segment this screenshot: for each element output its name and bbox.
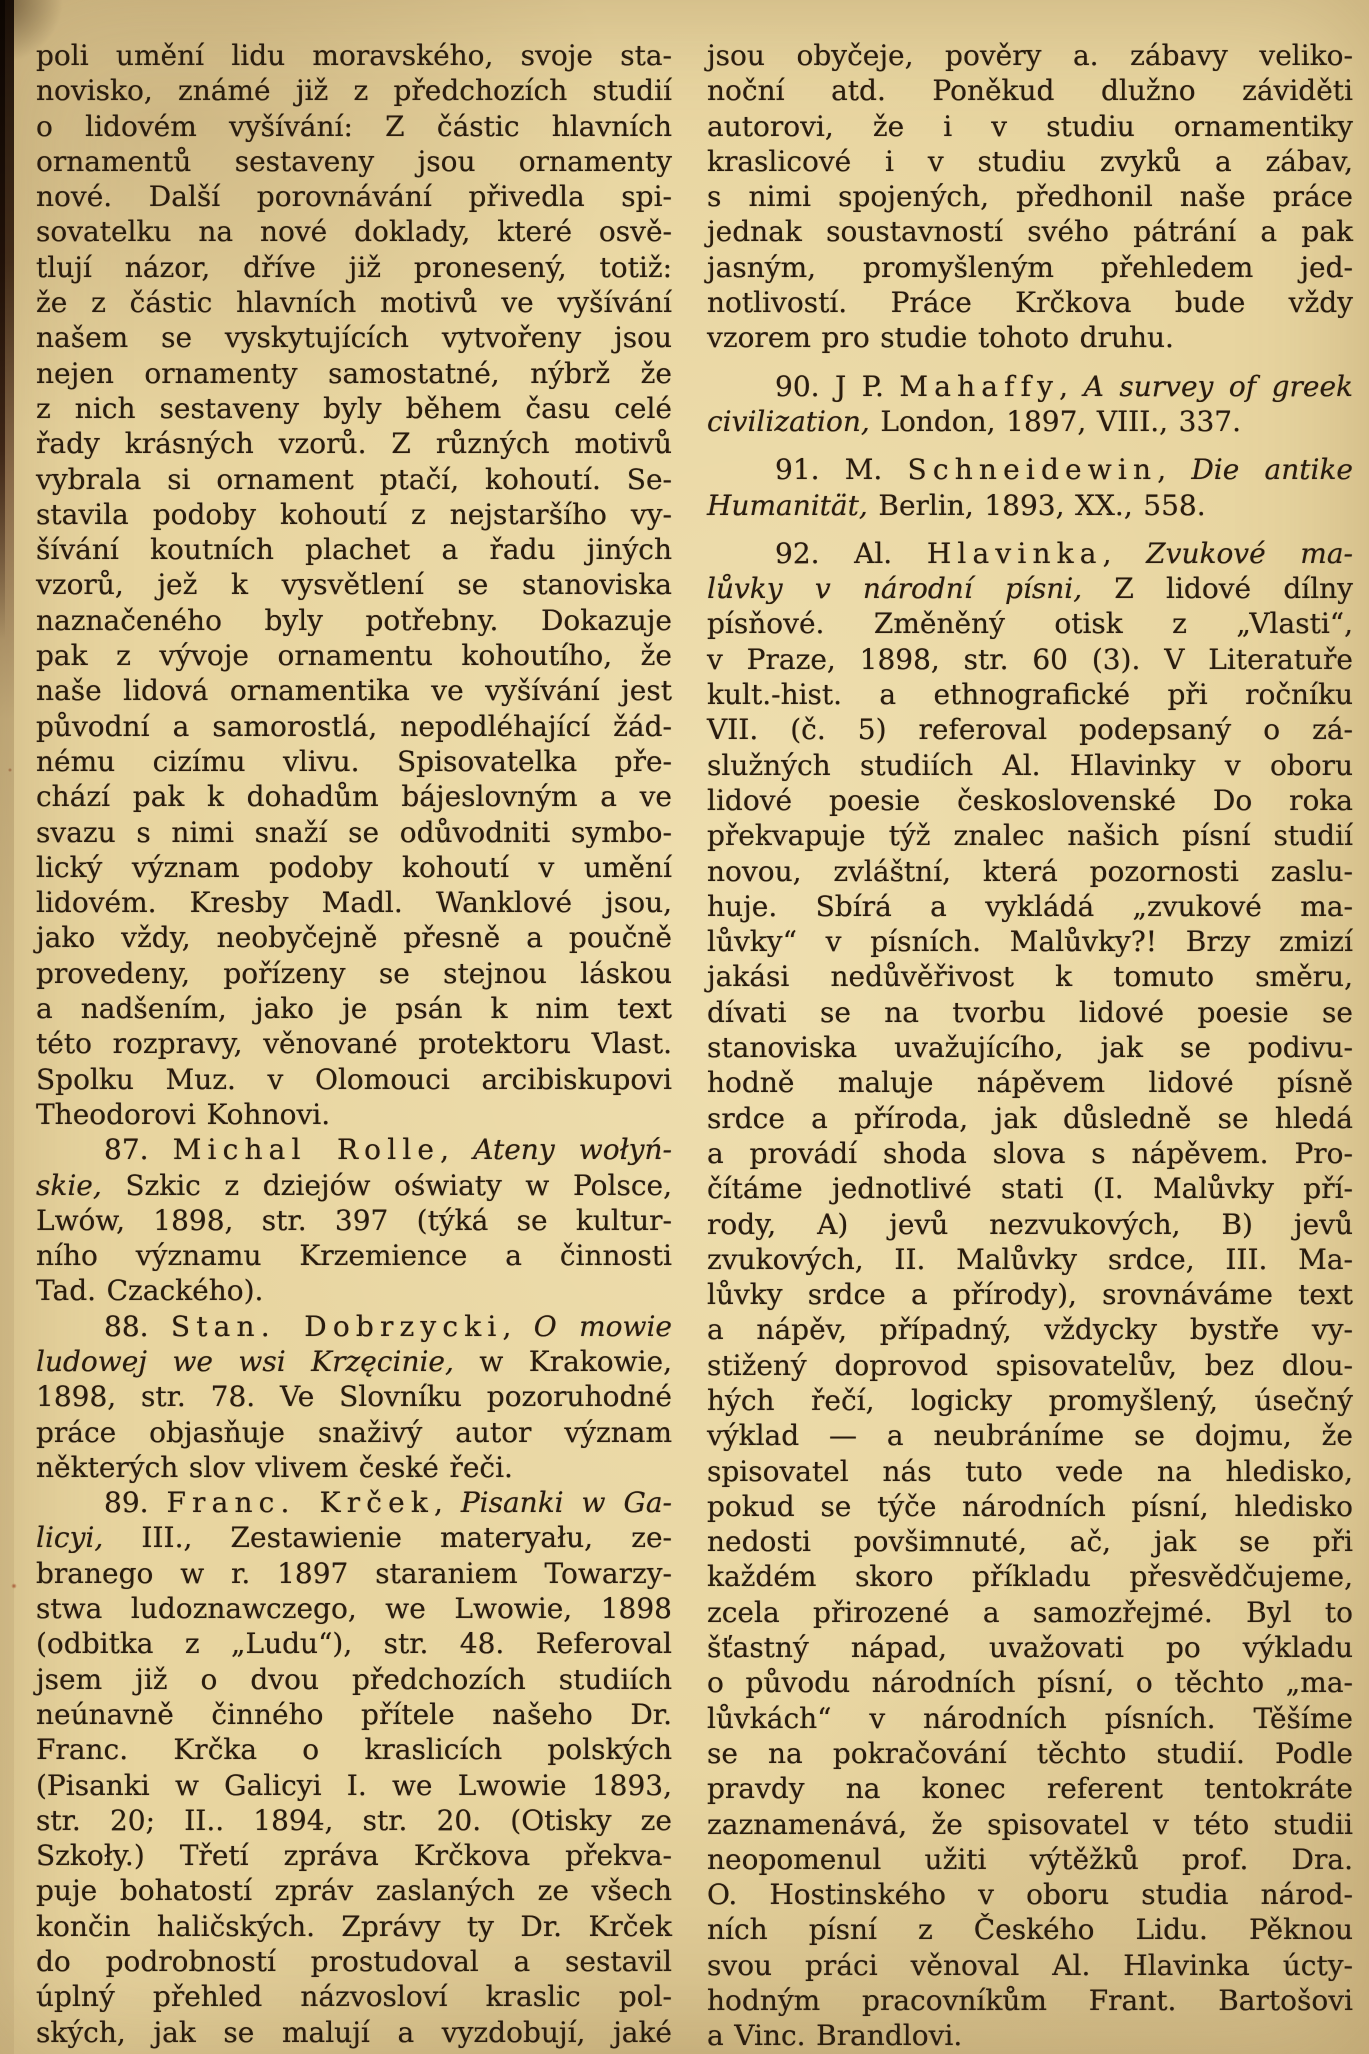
text-run: ,	[1059, 369, 1084, 403]
text-line	[707, 1348, 1353, 1383]
text-run: poli umění lidu moravského, svoje sta-	[36, 39, 672, 72]
text-run: stwa ludoznawczego, we Lwowie, 1898	[36, 1592, 672, 1626]
text-line	[36, 1132, 672, 1167]
text-line	[36, 1026, 672, 1061]
text-line	[707, 144, 1353, 179]
text-run: 90. J P.	[775, 369, 900, 403]
text-line	[36, 1556, 672, 1591]
text-line	[707, 109, 1353, 144]
text-run: řady krásných vzorů. Z různých motivů	[36, 427, 672, 461]
text-line	[707, 1807, 1353, 1842]
text-line	[36, 815, 672, 850]
text-line	[707, 320, 1353, 355]
text-run: pokud se týče národních písní, hledisko	[707, 1489, 1353, 1523]
text-line	[36, 391, 672, 426]
text-run: čítáme jednotlivé stati (I. Malůvky pří-	[707, 1172, 1353, 1206]
text-line	[707, 1454, 1353, 1489]
text-line	[707, 1630, 1353, 1665]
text-line	[707, 1877, 1353, 1912]
text-line	[36, 1909, 672, 1944]
text-line	[36, 1450, 672, 1485]
text-line	[36, 991, 672, 1026]
text-line	[36, 38, 672, 73]
italic-title-text: Pisanki w Ga-	[460, 1486, 672, 1520]
text-line	[707, 1983, 1353, 2018]
text-line	[36, 1485, 672, 1520]
text-line	[36, 73, 672, 108]
text-line	[36, 109, 672, 144]
text-run: notlivostí. Práce Krčkova bude vždy	[707, 286, 1353, 320]
text-line	[36, 250, 672, 285]
text-run: ornamentů sestaveny jsou ornamenty	[36, 144, 672, 178]
text-run: služných studiích Al. Hlavinky v oboru	[707, 748, 1353, 782]
text-line	[707, 1418, 1353, 1453]
letterspaced-author-name: Hlavinka	[926, 536, 1103, 570]
right-column	[707, 38, 1353, 2054]
italic-title-text: Humanität,	[707, 488, 868, 522]
text-line	[36, 1591, 672, 1626]
text-line	[36, 426, 672, 461]
text-run: hodným pracovníkům Frant. Bartošovi	[707, 1984, 1353, 2018]
text-line	[707, 1771, 1353, 1806]
text-run: jsem již o dvou předchozích studiích	[36, 1662, 672, 1696]
text-run: chází pak k dohadům bájeslovným a ve	[36, 780, 672, 814]
text-run: některých slov vlivem české řeči.	[36, 1450, 513, 1484]
text-run: huje. Sbírá a vykládá „zvukové ma-	[707, 889, 1353, 923]
text-run: spisovatel nás tuto vede na hledisko,	[707, 1454, 1353, 1488]
text-run: 92. Al.	[775, 536, 927, 570]
italic-title-text: licyi,	[36, 1521, 104, 1555]
text-line	[36, 885, 672, 920]
text-line	[36, 1062, 672, 1097]
text-run: naznačeného byly potřebny. Dokazuje	[36, 603, 672, 637]
text-run: hých řečí, logicky promyšlený, úsečný	[707, 1383, 1353, 1417]
text-run: nedosti povšimnuté, ač, jak se při	[707, 1525, 1353, 1559]
text-run: str. 20; II.. 1894, str. 20. (Otisky ze	[36, 1803, 672, 1837]
text-run: novisko, známé již z předchozích studií	[36, 74, 672, 108]
text-run: ,	[440, 1133, 474, 1167]
text-run: Tad. Czackého).	[36, 1274, 264, 1308]
text-line	[36, 850, 672, 885]
text-line	[707, 73, 1353, 108]
text-line	[36, 144, 672, 179]
text-line	[36, 356, 672, 391]
text-line	[707, 995, 1353, 1030]
text-line	[707, 1030, 1353, 1065]
text-line	[707, 1595, 1353, 1630]
text-line	[36, 709, 672, 744]
text-run: Theodorovi Kohnovi.	[36, 1097, 331, 1131]
text-line	[707, 452, 1353, 487]
text-line	[36, 779, 672, 814]
text-line	[36, 285, 672, 320]
text-run: novou, zvláštní, která pozornosti zaslu-	[707, 854, 1353, 888]
italic-title-text: Ateny wołyń-	[473, 1133, 672, 1167]
text-line	[707, 1701, 1353, 1736]
text-line	[36, 1697, 672, 1732]
italic-title-text: civilization,	[707, 404, 870, 438]
text-line	[36, 1662, 672, 1697]
text-line	[707, 1136, 1353, 1171]
letterspaced-author-name: Michal Rolle	[172, 1133, 441, 1167]
text-run: w Krakowie,	[453, 1344, 672, 1378]
text-line	[36, 2015, 672, 2050]
page-scan-edge-dark	[0, 0, 5, 640]
text-line	[707, 1842, 1353, 1877]
text-run: 1898, str. 78. Ve Slovníku pozoruhodné	[36, 1380, 672, 1414]
text-line	[707, 1948, 1353, 1983]
text-run: výklad — a neubráníme se dojmu, že	[707, 1419, 1353, 1453]
text-run: Szkoły.) Třetí zpráva Krčkova překva-	[36, 1839, 672, 1873]
text-line	[707, 369, 1353, 404]
text-line	[36, 956, 672, 991]
text-run: v Praze, 1898, str. 60 (3). V Literatuře	[707, 642, 1353, 676]
text-line	[707, 959, 1353, 994]
text-run: puje bohatostí zpráv zaslaných ze všech	[36, 1874, 672, 1908]
text-run: svou práci věnoval Al. Hlavinka úcty-	[707, 1948, 1353, 1982]
text-line	[707, 1736, 1353, 1771]
text-line	[707, 783, 1353, 818]
text-line	[707, 1312, 1353, 1347]
text-line	[707, 1277, 1353, 1312]
text-run: ,	[433, 1486, 461, 1520]
text-run: ,	[1102, 536, 1147, 570]
text-run: vzorů, jež k vysvětlení se stanoviska	[36, 568, 672, 602]
text-run: srdce a příroda, jak důsledně se hledá	[707, 1101, 1353, 1135]
text-line	[707, 1101, 1353, 1136]
text-run: Spolku Muz. v Olomouci arcibiskupovi	[36, 1062, 672, 1096]
text-run: vybrala si ornament ptačí, kohoutí. Se-	[36, 462, 672, 496]
text-run: se na pokračování těchto studií. Podle	[707, 1736, 1353, 1770]
text-line	[36, 1379, 672, 1414]
text-line	[36, 1768, 672, 1803]
text-line	[36, 320, 672, 355]
letterspaced-author-name: Schneidewin	[907, 453, 1158, 487]
text-run: ,	[502, 1309, 534, 1343]
italic-title-text: lůvky v národní písni,	[707, 572, 1083, 606]
text-run: naše lidová ornamentika ve vyšívání jest	[36, 674, 672, 708]
text-run: nému cizímu vlivu. Spisovatelka pře-	[36, 744, 672, 778]
text-line	[36, 1415, 672, 1450]
text-run: kraslicové i v studiu zvyků a zábav,	[707, 144, 1353, 178]
text-run: III., Zestawienie materyału, ze-	[103, 1521, 672, 1555]
text-run: neúnavně činného přítele našeho Dr.	[36, 1697, 672, 1731]
text-run: Franc. Krčka o kraslicích polských	[36, 1733, 672, 1767]
text-run: vzorem pro studie tohoto druhu.	[707, 321, 1174, 355]
text-run: šívání koutních plachet a řadu jiných	[36, 533, 672, 567]
text-run: šťastný nápad, uvažovati po výkladu	[707, 1631, 1353, 1665]
text-run: lidové poesie československé Do roka	[707, 783, 1353, 817]
text-line	[36, 1238, 672, 1273]
text-line	[707, 179, 1353, 214]
text-line	[36, 638, 672, 673]
text-run: jako vždy, neobyčejně přesně a poučně	[36, 921, 672, 955]
text-run: (Pisanki w Galicyi I. we Lwowie 1893,	[36, 1768, 672, 1802]
text-line	[707, 571, 1353, 606]
text-line	[707, 1489, 1353, 1524]
text-run: Z lidové dílny	[1082, 572, 1354, 606]
text-run: pak z vývoje ornamentu kohoutího, že	[36, 639, 672, 673]
text-line	[36, 603, 672, 638]
letterspaced-author-name: Franc. Krček	[166, 1486, 434, 1520]
text-line	[707, 1207, 1353, 1242]
text-line	[36, 532, 672, 567]
text-line	[36, 214, 672, 249]
italic-title-text: Zvukové ma-	[1146, 536, 1354, 570]
text-run: O. Hostinského v oboru studia národ-	[707, 1878, 1353, 1912]
text-run: dívati se na tvorbu lidové poesie se	[707, 995, 1353, 1029]
text-line	[707, 1559, 1353, 1594]
text-line	[36, 1344, 672, 1379]
text-run: lůvkách“ v národních písních. Těšíme	[707, 1701, 1353, 1735]
text-run: práce objasňuje snaživý autor význam	[36, 1415, 672, 1449]
text-run: překvapuje týž znalec našich písní studií	[707, 819, 1353, 853]
text-run: jakási nedůvěřivost k tomuto směru,	[707, 960, 1353, 994]
text-line	[36, 1979, 672, 2014]
text-run: končin haličských. Zprávy ty Dr. Krček	[36, 1909, 672, 1943]
text-line	[707, 1665, 1353, 1700]
text-run: stižený doprovod spisovatelův, bez dlou-	[707, 1348, 1353, 1382]
text-line	[707, 1524, 1353, 1559]
text-line	[36, 497, 672, 532]
left-column	[36, 38, 672, 2050]
text-line	[36, 1520, 672, 1555]
text-line	[36, 1273, 672, 1308]
italic-title-text: Die antike	[1191, 453, 1354, 487]
text-run: úplný přehled názvosloví kraslic pol-	[36, 1980, 672, 2014]
text-run: 87.	[104, 1133, 173, 1167]
text-run: písňové. Změněný otisk z „Vlasti“,	[707, 607, 1353, 641]
text-run: 91. M.	[775, 453, 908, 487]
text-line	[36, 1838, 672, 1873]
text-run: London, 1897, VIII., 337.	[869, 404, 1241, 438]
text-line	[707, 854, 1353, 889]
text-line	[707, 1065, 1353, 1100]
text-line	[36, 179, 672, 214]
text-run: zvukových, II. Malůvky srdce, III. Ma-	[707, 1242, 1353, 1276]
text-run: Szkic z dziejów oświaty w Polsce,	[101, 1168, 672, 1202]
text-run: a provádí shoda slova s nápěvem. Pro-	[707, 1136, 1353, 1170]
text-line	[707, 818, 1353, 853]
text-run: každém skoro příkladu přesvědčujeme,	[707, 1560, 1353, 1594]
text-run: nejen ornamenty samostatné, nýbrž že	[36, 356, 672, 390]
text-line	[707, 748, 1353, 783]
text-line	[707, 404, 1353, 439]
text-line	[36, 920, 672, 955]
text-run: ních písní z Českého Lidu. Pěknou	[707, 1913, 1353, 1947]
text-run: a nadšením, jako je psán k nim text	[36, 992, 672, 1026]
text-run: o původu národních písní, o těchto „ma-	[707, 1666, 1353, 1700]
text-line	[707, 1242, 1353, 1277]
text-run: jasným, promyšleným přehledem jed-	[707, 250, 1353, 284]
text-run: původní a samorostlá, nepodléhající žád-	[36, 709, 672, 743]
text-run: jednak soustavností svého pátrání a pak	[707, 215, 1353, 249]
italic-title-text: O mowie	[533, 1309, 672, 1343]
text-line	[36, 1803, 672, 1838]
text-run: 89.	[104, 1486, 167, 1520]
text-run: branego w r. 1897 staraniem Towarzy-	[36, 1556, 672, 1590]
text-run: ,	[1157, 453, 1192, 487]
italic-title-text: A survey of greek	[1083, 369, 1354, 403]
text-run: lůvky“ v písních. Malůvky?! Brzy zmizí	[707, 925, 1353, 959]
text-line	[36, 673, 672, 708]
text-run: zaznamenává, že spisovatel v této studii	[707, 1807, 1353, 1841]
text-line	[36, 567, 672, 602]
text-line	[36, 1168, 672, 1203]
text-run: stavila podoby kohoutí z nejstaršího vy-	[36, 497, 672, 531]
text-run: a Vinc. Brandlovi.	[707, 2019, 963, 2053]
text-run: rody, A) jevů nezvukových, B) jevů	[707, 1207, 1353, 1241]
text-line	[707, 677, 1353, 712]
letterspaced-author-name: Stan. Dobrzycki	[170, 1309, 503, 1343]
text-run: této rozpravy, věnované protektoru Vlast.	[36, 1027, 672, 1061]
text-run: lidovém. Kresby Madl. Wanklové jsou,	[36, 886, 672, 920]
text-run: jsou obyčeje, pověry a. zábavy veliko-	[707, 39, 1353, 72]
text-run: neopomenul užiti výtěžků prof. Dra.	[707, 1842, 1353, 1876]
text-run: zcela přirozené a samozřejmé. Byl to	[707, 1595, 1353, 1629]
text-line	[707, 712, 1353, 747]
letterspaced-author-name: Mahaffy	[899, 369, 1060, 403]
text-run: lůvky srdce a přírody), srovnáváme text	[707, 1278, 1353, 1312]
text-line	[707, 2018, 1353, 2053]
text-line	[36, 1309, 672, 1344]
text-run: (odbitka z „Ludu“), str. 48. Referoval	[36, 1627, 672, 1661]
text-run: hodně maluje nápěvem lidové písně	[707, 1066, 1353, 1100]
text-run: noční atd. Poněkud dlužno záviděti	[707, 74, 1353, 108]
text-line	[707, 250, 1353, 285]
text-line	[707, 924, 1353, 959]
text-line	[707, 642, 1353, 677]
text-line	[36, 1732, 672, 1767]
text-run: ního významu Krzemience a činnosti	[36, 1239, 672, 1273]
text-run: sovatelku na nové doklady, které osvě-	[36, 215, 672, 249]
text-run: s nimi spojených, předhonil naše práce	[707, 180, 1353, 214]
text-line	[36, 1626, 672, 1661]
text-run: provedeny, pořízeny se stejnou láskou	[36, 956, 672, 990]
text-run: VII. (č. 5) referoval podepsaný o zá-	[707, 713, 1353, 747]
text-line	[707, 1383, 1353, 1418]
text-line	[707, 889, 1353, 924]
text-line	[707, 1912, 1353, 1947]
text-line	[36, 744, 672, 779]
text-line	[36, 1873, 672, 1908]
text-run: ských, jak se malují a vyzdobují, jaké	[36, 2015, 672, 2049]
text-line	[707, 536, 1353, 571]
text-run: pravdy na konec referent tentokráte	[707, 1772, 1353, 1806]
text-line	[707, 488, 1353, 523]
text-run: Berlin, 1893, XX., 558.	[867, 488, 1206, 522]
text-run: nové. Další porovnávání přivedla spi-	[36, 180, 672, 214]
text-line	[36, 1203, 672, 1238]
text-line	[36, 462, 672, 497]
text-run: o lidovém vyšívání: Z částic hlavních	[36, 109, 672, 143]
text-run: do podrobností prostudoval a sestavil	[36, 1945, 672, 1979]
text-run: našem se vyskytujících vytvořeny jsou	[36, 321, 672, 355]
text-run: autorovi, že i v studiu ornamentiky	[707, 109, 1353, 143]
text-run: kult.-hist. a ethnografické při ročníku	[707, 678, 1353, 712]
text-run: lický význam podoby kohoutí v umění	[36, 850, 672, 884]
italic-title-text: ludowej we wsi Krzęcinie,	[36, 1344, 454, 1378]
text-line	[707, 285, 1353, 320]
text-run: svazu s nimi snaží se odůvodniti symbo-	[36, 815, 672, 849]
text-line	[707, 38, 1353, 73]
text-run: 88.	[104, 1309, 171, 1343]
italic-title-text: skie,	[36, 1168, 102, 1202]
text-line	[707, 606, 1353, 641]
text-line	[707, 1171, 1353, 1206]
text-run: Lwów, 1898, str. 397 (týká se kultur-	[36, 1203, 672, 1237]
text-run: a nápěv, případný, vždycky bystře vy-	[707, 1313, 1353, 1347]
text-line	[36, 1097, 672, 1132]
text-line	[707, 214, 1353, 249]
text-line	[36, 1944, 672, 1979]
text-run: z nich sestaveny byly během času celé	[36, 391, 672, 425]
text-run: že z částic hlavních motivů ve vyšívání	[36, 286, 672, 320]
text-run: tlují názor, dříve již pronesený, totiž:	[36, 250, 672, 284]
text-run: stanoviska uvažujícího, jak se podivu-	[707, 1031, 1353, 1065]
